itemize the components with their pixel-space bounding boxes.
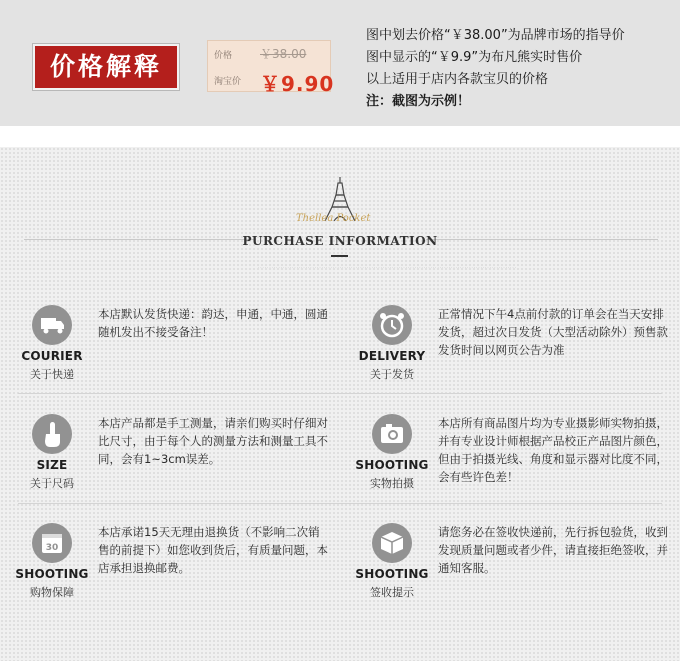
- item-description: 本店所有商品图片均为专业摄影师实物拍摄，并有专业设计师根据产品校正产品图片颜色，但由于拍摄光线、角度和显示器对比度不同，会有些许色差！: [438, 416, 668, 484]
- item-title-cn: 关于尺码: [30, 477, 74, 490]
- item-title-en: SIZE: [36, 458, 68, 472]
- price-line-2: 图中显示的“￥9.9”为布凡熊实时售价: [366, 50, 583, 65]
- title-decoration: ..................................................................................................................: [258, 264, 517, 269]
- price-label: 价格: [214, 51, 233, 61]
- title-underline: [331, 255, 348, 257]
- item-title-en: SHOOTING: [355, 567, 429, 581]
- item-description: 本店承诺15天无理由退换货（不影响二次销售的前提下）如您收到货后，有质量问题，本店承担退换邮费。: [98, 525, 328, 575]
- current-price: ￥9.90: [260, 72, 335, 96]
- section-title: PURCHASE INFORMATION: [242, 234, 438, 248]
- info-item-shooting: [340, 404, 680, 514]
- item-description: 本店默认发货快递：韵达，申通，中通，圆通随机发出不接受备注！: [98, 307, 328, 339]
- price-example-screenshot: [207, 40, 335, 96]
- package-box-icon: [372, 523, 412, 563]
- item-description: 请您务必在签收快递前，先行拆包验货，收到发现质量问题或者少件，请直接拒绝签收，并通知客服。: [438, 525, 668, 575]
- hand-pointer-icon: [32, 414, 72, 454]
- price-explanation-badge: 价格解释: [33, 44, 179, 90]
- item-title-cn: 购物保障: [30, 586, 74, 599]
- camera-icon: [372, 414, 412, 454]
- item-description: 正常情况下午4点前付款的订单会在当天安排发货，超过次日发货（大型活动除外）预售款发货时间以网页公告为准: [438, 307, 668, 357]
- price-note: 注：截图为示例！: [366, 94, 471, 109]
- info-item-size: [0, 404, 340, 514]
- original-price: ￥38.00: [260, 47, 307, 61]
- truck-icon: [32, 305, 72, 345]
- price-line-3: 以上适用于店内各款宝贝的价格: [366, 72, 549, 87]
- item-title-cn: 签收提示: [370, 586, 414, 599]
- info-item-delivery: [340, 295, 680, 405]
- price-explanation-text: [366, 25, 676, 113]
- item-title-cn: 实物拍摄: [370, 477, 414, 490]
- item-title-en: SHOOTING: [355, 458, 429, 472]
- item-title-cn: 关于发货: [370, 368, 414, 381]
- price-explanation-banner: [0, 0, 680, 126]
- item-title-en: DELIVERY: [358, 349, 426, 363]
- script-decoration: Thellea Pocket: [296, 213, 371, 224]
- row-divider: [18, 503, 662, 504]
- info-item-guarantee: [0, 513, 340, 623]
- alarm-clock-icon: [372, 305, 412, 345]
- taobao-price-label: 淘宝价: [214, 77, 242, 87]
- price-line-1: 图中划去价格“￥38.00”为品牌市场的指导价: [366, 28, 625, 43]
- svg-text:30: 30: [45, 543, 59, 553]
- item-description: 本店产品都是手工测量，请亲们购买时仔细对比尺寸，由于每个人的测量方法和测量工具不同，会有1~3cm误差。: [98, 416, 328, 466]
- row-divider: [18, 393, 662, 394]
- info-item-courier: [0, 295, 340, 405]
- purchase-information-panel: [0, 147, 680, 661]
- item-title-en: SHOOTING: [15, 567, 89, 581]
- calendar-30-icon: [32, 523, 72, 563]
- item-title-en: COURIER: [21, 349, 83, 363]
- info-item-signing: [340, 513, 680, 623]
- item-title-cn: 关于快递: [30, 368, 74, 381]
